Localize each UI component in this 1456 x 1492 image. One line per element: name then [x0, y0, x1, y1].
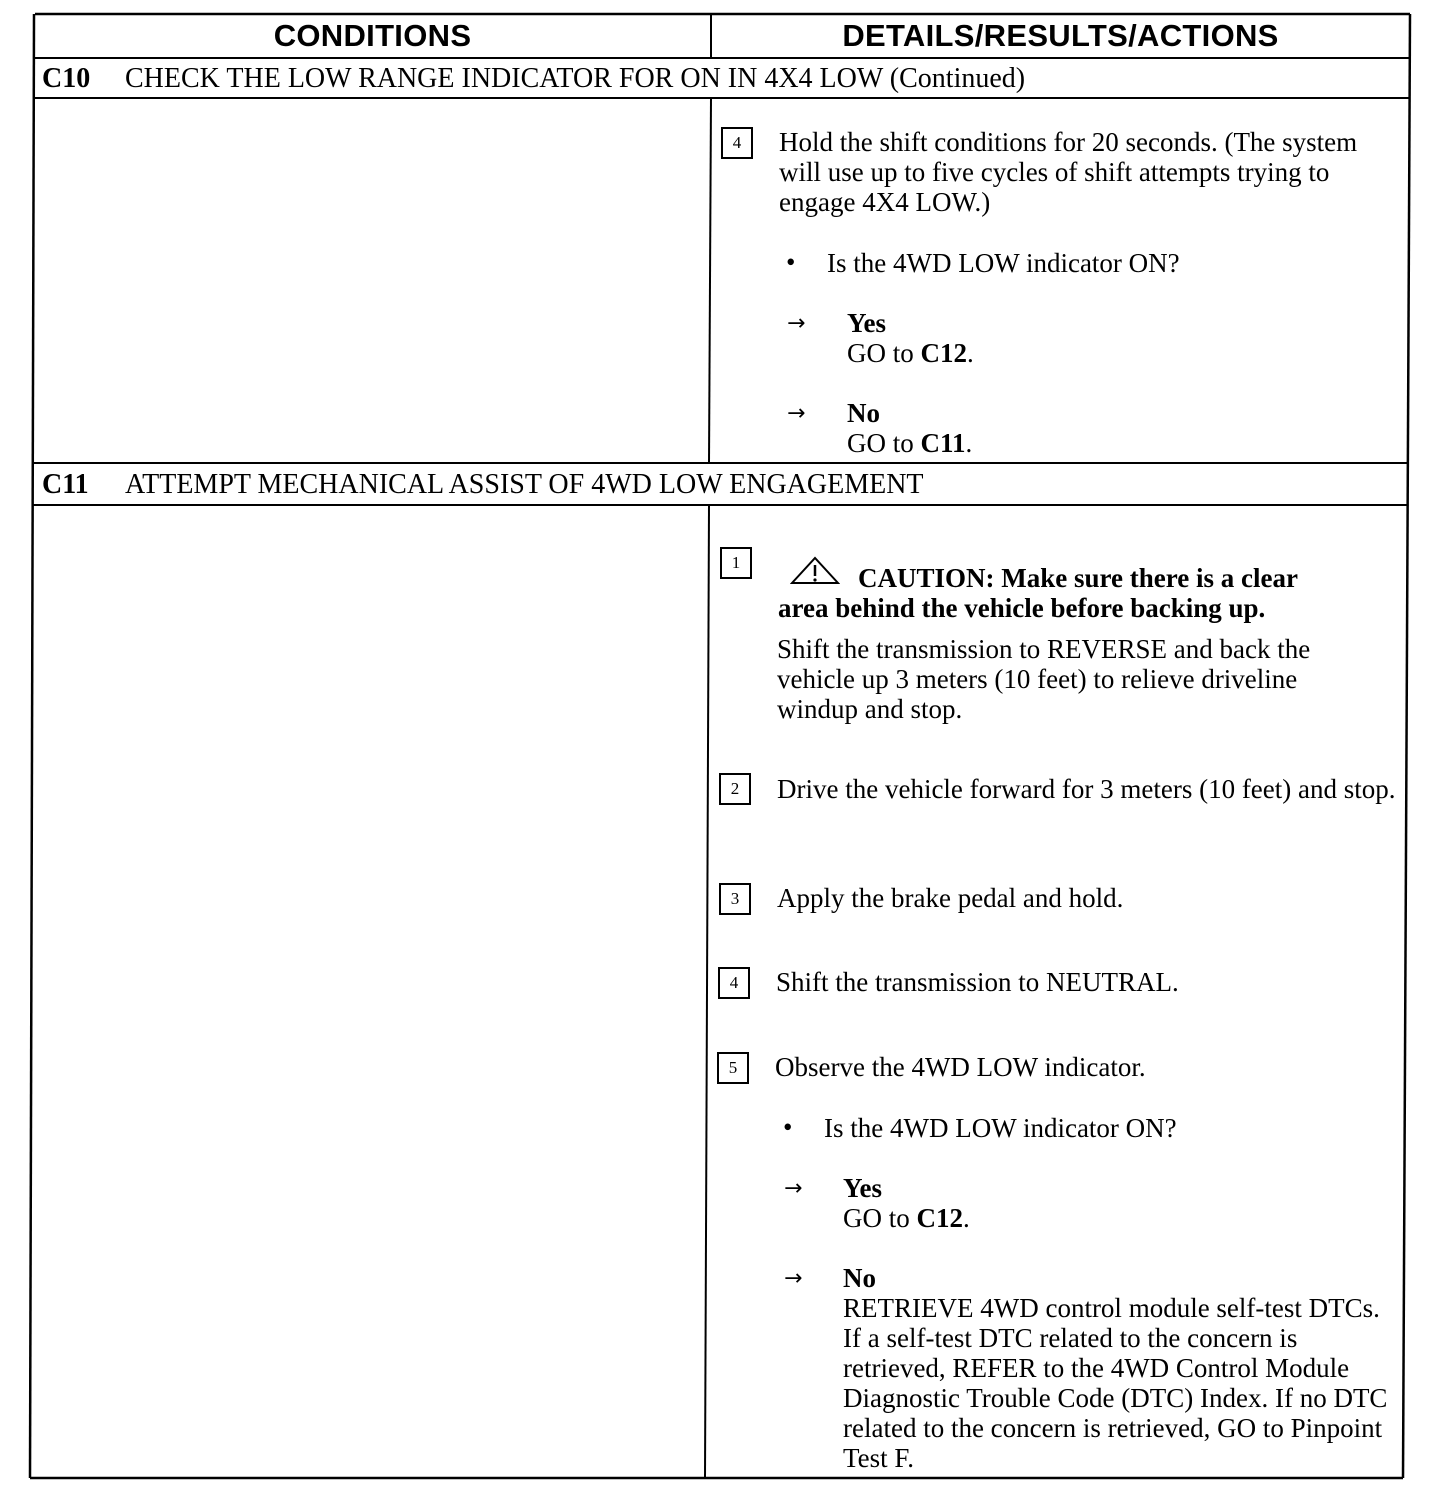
c10-yes-arrow-icon: → [787, 311, 806, 336]
c11-step3-number: 3 [719, 883, 751, 915]
c10-question-bullet: • [786, 247, 796, 277]
column-divider-c11 [705, 505, 709, 1478]
c10-question: Is the 4WD LOW indicator ON? [827, 248, 1180, 278]
c10-yes-action[interactable]: GO to C12. [847, 338, 974, 368]
c11-step5-text: Observe the 4WD LOW indicator. [775, 1052, 1146, 1082]
warning-triangle-icon [790, 556, 840, 586]
table-border-left [30, 14, 34, 1478]
c11-step2-number: 2 [719, 773, 751, 805]
c10-step4-number: 4 [721, 127, 753, 159]
c11-caution-line2: area behind the vehicle before backing up. [778, 593, 1266, 623]
c11-step2-text: Drive the vehicle forward for 3 meters (10 feet) and stop. [777, 774, 1396, 804]
c11-no-arrow-icon: → [784, 1266, 803, 1291]
c10-yes-label: Yes [847, 308, 886, 338]
c10-step4-text: Hold the shift conditions for 20 seconds. (The system will use up to five cycles of shift attempts trying to engage 4X4 LOW.) [779, 127, 1358, 217]
c11-step1-number: 1 [720, 547, 752, 579]
c10-title: CHECK THE LOW RANGE INDICATOR FOR ON IN 4X4 LOW (Continued) [125, 63, 1026, 94]
c11-question: Is the 4WD LOW indicator ON? [824, 1113, 1177, 1143]
c11-no-label: No [843, 1263, 876, 1293]
c10-no-action[interactable]: GO to C11. [847, 428, 973, 458]
c11-step5-number: 5 [717, 1052, 749, 1084]
table-border-right [1403, 14, 1410, 1478]
c10-no-label: No [847, 398, 880, 428]
c11-step4-number: 4 [718, 967, 750, 999]
c11-yes-arrow-icon: → [784, 1176, 803, 1201]
details-header: DETAILS/RESULTS/ACTIONS [842, 18, 1279, 53]
c10-no-arrow-icon: → [787, 401, 806, 426]
c11-step3-text: Apply the brake pedal and hold. [777, 883, 1124, 913]
c11-no-action: RETRIEVE 4WD control module self-test DTCs. If a self-test DTC related to the concern is retrieved, REFER to the 4WD Control Module Diagnostic Trouble Code (DTC) Index. If no DTC related to the concern is retrieved, GO to Pinpoint Test F. [843, 1293, 1388, 1473]
c11-yes-action[interactable]: GO to C12. [843, 1203, 970, 1233]
c11-yes-label: Yes [843, 1173, 882, 1203]
c11-code: C11 [42, 469, 89, 500]
c11-question-bullet: • [783, 1112, 793, 1142]
c11-step4-text: Shift the transmission to NEUTRAL. [776, 967, 1179, 997]
conditions-header: CONDITIONS [273, 18, 472, 53]
c10-code: C10 [42, 63, 91, 94]
c11-title: ATTEMPT MECHANICAL ASSIST OF 4WD LOW ENGAGEMENT [125, 469, 924, 500]
c11-caution-line1: CAUTION: Make sure there is a clear [858, 563, 1298, 593]
column-divider-c10 [709, 98, 711, 463]
c11-step1-text: Shift the transmission to REVERSE and back the vehicle up 3 meters (10 feet) to relieve driveline windup and stop. [777, 634, 1311, 724]
